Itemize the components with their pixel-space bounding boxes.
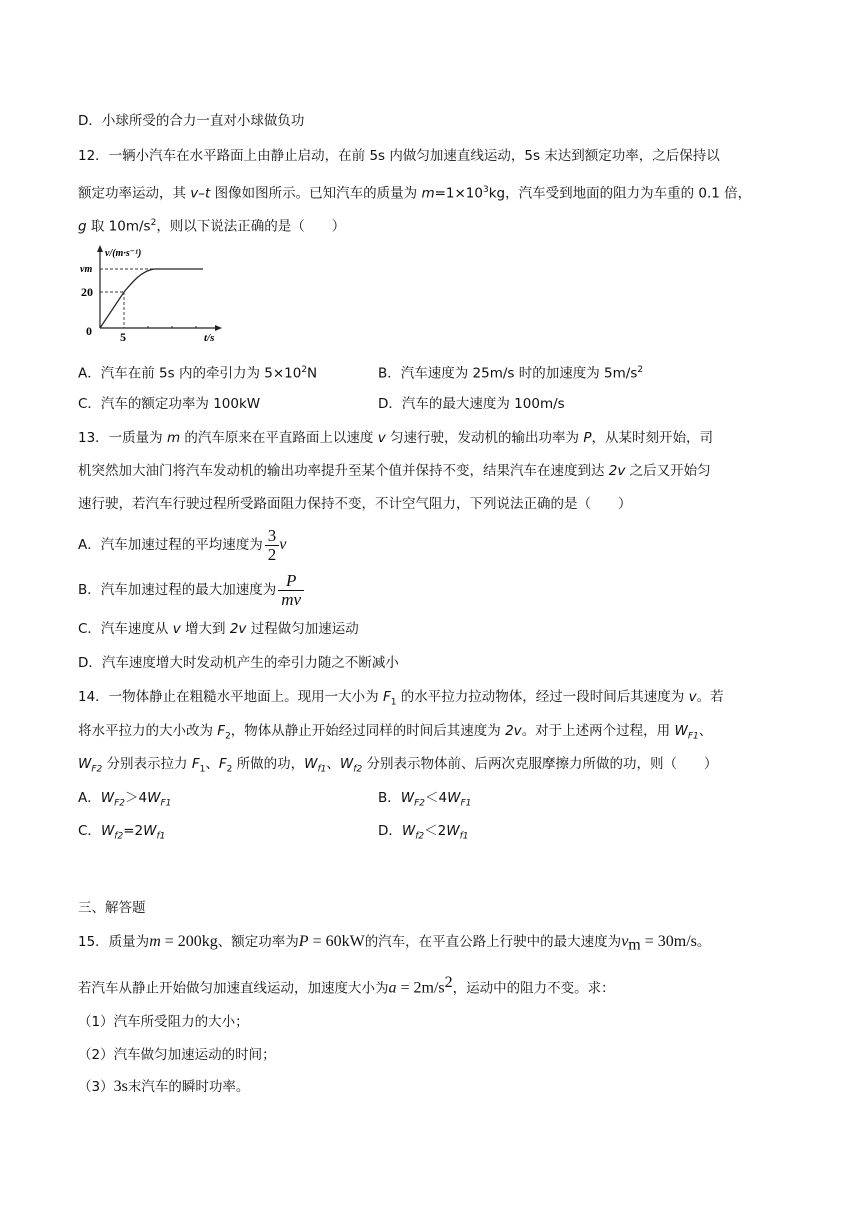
q13-option-b: B．汽车加速过程的最大加速度为 $\frac{P}{mv}$ [78,570,304,610]
q12-option-b: B．汽车速度为 25m/s 时的加速度为 $5m/s^2$ [378,365,644,382]
section-title: 三、解答题 [78,900,146,916]
q12-stem-line3: g 取 $10m/s^2$，则以下说法正确的是（ ） [78,218,346,235]
q14-option-c: C．$W_{f2}=2W_{f1}$ [78,823,166,842]
vt-curve [100,269,203,328]
q15-subq-2: （2）汽车做匀加速运动的时间； [78,1047,276,1063]
x-axis-arrow [215,325,222,331]
q15-subq-1: （1）汽车所受阻力的大小； [78,1014,249,1030]
q13-stem-line2: 机突然加大油门将汽车发动机的输出功率提升至某个值并保持不变，结果汽车在速度到达 2v 之后又开始匀 [78,463,711,479]
q12-vt-graph [78,244,228,344]
q13-option-a: A．汽车加速过程的平均速度为 $\frac{3}{2}$ v [78,525,287,564]
graph-ytick-20: 20 [81,285,93,299]
q15-subq-3: （3）3s末汽车的瞬时功率。 [78,1078,250,1095]
graph-vm-label: vm [80,264,93,275]
q12-stem-line1: 12．一辆小汽车在水平路面上由静止启动，在前 5s 内做匀加速直线运动，5s 末达到额定功率，之后保持以 [78,148,720,164]
graph-xtick-5: 5 [120,330,126,344]
q15-stem-line2: 若汽车从静止开始做匀加速直线运动，加速度大小为$a = 2m/s^2$，运动中的阻力不变。求： [78,974,615,997]
q12-option-a: A．汽车在前 5s 内的牵引力为 $5\times 10^2N$ [78,365,318,382]
graph-xlabel: t/s [204,332,215,344]
graph-origin: 0 [86,324,92,338]
q12-option-d: D．汽车的最大速度为 100m/s [378,396,565,412]
q14-stem-line1: 14．一物体静止在粗糙水平地面上。现用一大小为 $F_1$ 的水平拉力拉动物体，经过一段时间后其速度为 v。若 [78,689,724,708]
q14-stem-line3: $W_{F2}$ 分别表示拉力 $F_1$、$F_2$ 所做的功，$W_{f1}$、$W_{f2}$ 分别表示物体前、后两次克服摩擦力所做的功，则（ ） [78,756,718,775]
graph-ylabel: v/(m·s⁻¹) [105,248,142,259]
q13-option-c: C．汽车速度从 v 增大到 2v 过程做匀加速运动 [78,621,359,637]
q15-stem-line1: 15．质量为m = 200kg、额定功率为P = 60kW的汽车，在平直公路上行驶中的最大速度为$v_m = 30m/s$。 [78,933,711,954]
q14-option-b: B．$W_{F2}<4W_{F1}$ [378,790,472,809]
y-axis-arrow [97,245,103,252]
q11-option-d: D．小球所受的合力一直对小球做负功 [78,113,305,129]
q14-stem-line2: 将水平拉力的大小改为 $F_2$，物体从静止开始经过同样的时间后其速度为 2v。对于上述两个过程，用 $W_{F1}$、 [78,723,713,742]
q14-option-a: A．$W_{F2}>4W_{F1}$ [78,790,172,809]
q14-option-d: D．$W_{f2}<2W_{f1}$ [378,823,469,842]
q13-stem-line1: 13．一质量为 m 的汽车原来在平直路面上以速度 v 匀速行驶，发动机的输出功率为 P，从某时刻开始，司 [78,430,713,446]
q13-stem-line3: 速行驶，若汽车行驶过程所受路面阻力保持不变，不计空气阻力，下列说法正确的是（ ） [78,496,632,512]
q12-stem-line2: 额定功率运动，其 v–t 图像如图所示。已知汽车的质量为 $m=1\times 10^3kg$，汽车受到地面的阻力为车重的 0.1 倍， [78,185,752,202]
q13-option-d: D．汽车速度增大时发动机产生的牵引力随之不断减小 [78,655,399,671]
q12-option-c: C．汽车的额定功率为 100kW [78,396,261,412]
